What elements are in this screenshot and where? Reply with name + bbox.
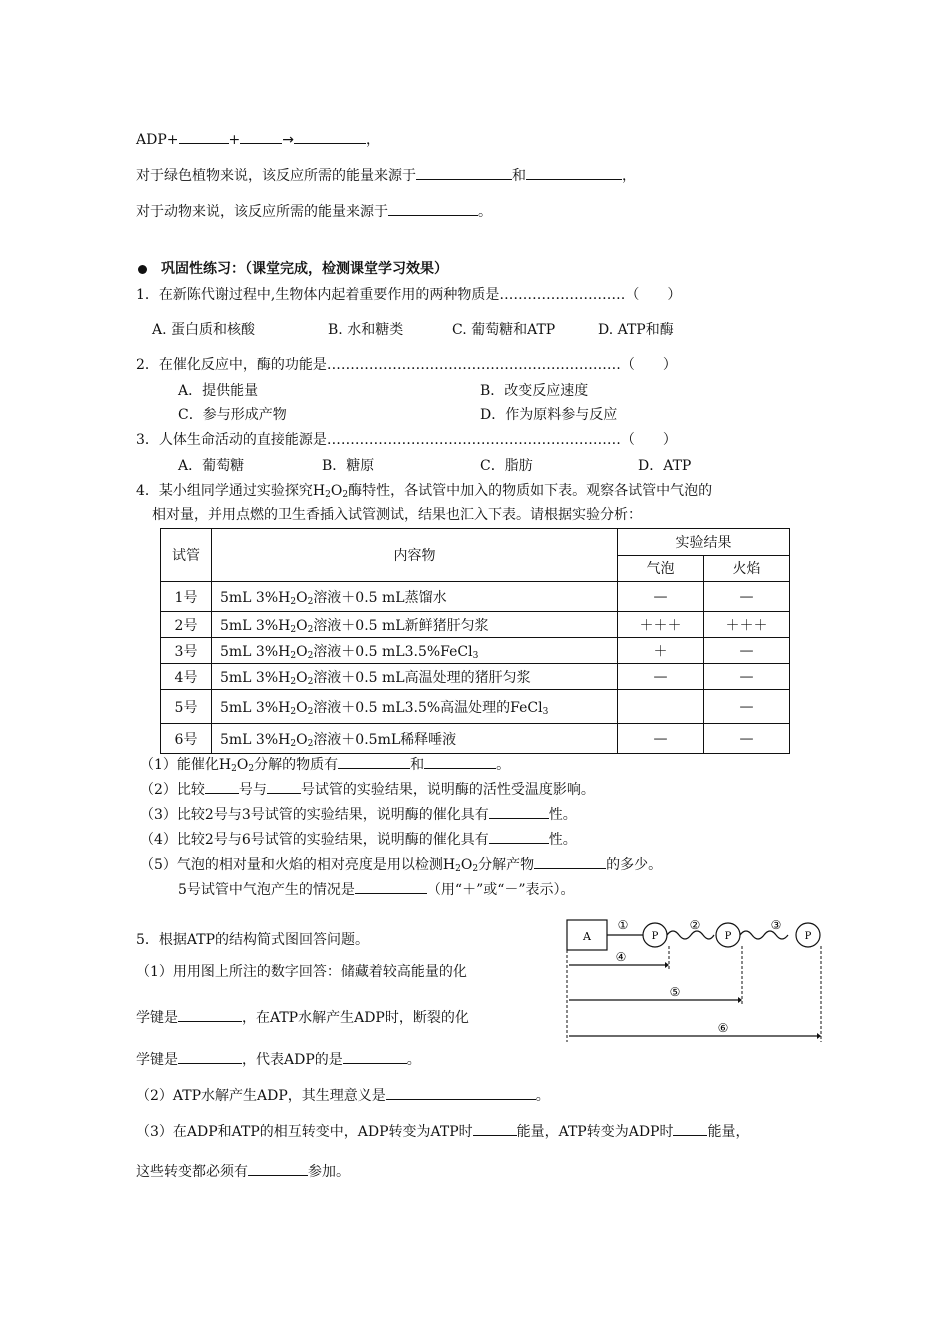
catalyst-blank-2[interactable]	[424, 753, 496, 769]
bond-3-label: ③	[770, 918, 782, 932]
row-bubble: ＋＋＋	[618, 612, 704, 638]
q5-part2: （2）ATP水解产生ADP，其生理意义是 。	[136, 1084, 550, 1106]
row-bubble: —	[618, 724, 704, 754]
span-5-arrowhead	[738, 997, 742, 1003]
bullet-icon	[138, 265, 147, 274]
row-flame: —	[704, 664, 790, 690]
row-tube: 4号	[161, 664, 212, 690]
significance-blank[interactable]	[386, 1084, 536, 1100]
header-flame: 火焰	[704, 555, 790, 582]
row-bubble: —	[618, 664, 704, 690]
q2-option-b[interactable]: B．改变反应速度	[480, 383, 589, 399]
q5-part1-line3: 学键是 ，代表ADP的是 。	[136, 1048, 421, 1070]
plus-sign: +	[228, 132, 241, 148]
q3-option-d[interactable]: D．ATP	[638, 458, 692, 474]
q2-option-a[interactable]: A．提供能量	[178, 383, 259, 399]
q3-option-a[interactable]: A．葡萄糖	[178, 458, 245, 474]
phosphate-3-label: P	[804, 931, 812, 942]
row-tube: 3号	[161, 638, 212, 664]
q1-option-b[interactable]: B. 水和糖类	[328, 322, 404, 338]
product-blank[interactable]	[534, 853, 606, 869]
q5-part3-line2: 这些转变都必须有 参加。	[136, 1160, 350, 1182]
bond-1-label: ①	[617, 918, 629, 932]
broken-bond-blank[interactable]	[178, 1048, 242, 1064]
q1-option-c[interactable]: C. 葡萄糖和ATP	[452, 322, 556, 338]
q4-part1: （1）能催化$H_2O_2$分解的物质有 和 。	[140, 753, 510, 779]
row-content: 5mL $3\%H_2O_2$溶液＋0.5 mL新鲜猪肝匀浆	[212, 612, 618, 638]
q5-part3: （3）在ADP和ATP的相互转变中，ADP转变为ATP时 能量，ATP转变为ADP时 能量，	[136, 1120, 749, 1142]
row-tube: 6号	[161, 724, 212, 754]
q4-stem-line2: 相对量，并用点燃的卫生香插入试管测试，结果也汇入下表。请根据实验分析：	[152, 507, 642, 523]
span-4-label: ④	[615, 950, 627, 964]
row-content: 5mL $3\%H_2O_2$溶液＋0.5 mL蒸馏水	[212, 582, 618, 612]
bond-3-wavy	[740, 931, 788, 939]
header-content: 内容物	[212, 529, 618, 582]
q1-option-a[interactable]: A. 蛋白质和核酸	[152, 322, 256, 338]
blank-1[interactable]	[179, 128, 229, 144]
q2-option-d[interactable]: D．作为原料参与反应	[480, 407, 618, 423]
experiment-table	[160, 528, 790, 754]
animal-source-blank[interactable]	[388, 200, 478, 216]
q4-part2: （2）比较 号与 号试管的实验结果，说明酶的活性受温度影响。	[140, 778, 595, 800]
row-tube: 1号	[161, 582, 212, 612]
adp-span-blank[interactable]	[343, 1048, 407, 1064]
row-content: 5mL $3\%H_2O_2$溶液＋0.5mL稀释唾液	[212, 724, 618, 754]
header-bubble: 气泡	[618, 555, 704, 582]
row-flame: —	[704, 638, 790, 664]
header-tube: 试管	[161, 529, 212, 582]
plant-source-blank-1[interactable]	[416, 164, 512, 180]
row-flame: —	[704, 690, 790, 724]
adenosine-label: A	[583, 930, 591, 943]
table-row	[161, 638, 790, 664]
plant-energy-line: 对于绿色植物来说，该反应所需的能量来源于 和 ，	[136, 164, 636, 186]
plant-source-blank-2[interactable]	[526, 164, 622, 180]
span-6-arrowhead	[817, 1033, 821, 1039]
q4-part5: （5）气泡的相对量和火焰的相对亮度是用以检测$H_2O_2$分解产物 的多少。	[140, 853, 662, 879]
equation-start: ADP+	[136, 132, 179, 148]
row-content: 5mL $3\%H_2O_2$溶液＋0.5 mL3.5%FeCl$_3$	[212, 638, 618, 664]
span-4-arrowhead	[665, 962, 669, 968]
row-flame: —	[704, 724, 790, 754]
comma: ，	[365, 132, 380, 148]
atp-equation-line	[136, 128, 380, 150]
row-content: 5mL $3\%H_2O_2$溶液＋0.5 mL3.5%高温处理的FeCl$_3$	[212, 690, 618, 724]
q4-part5-line2: 5号试管中气泡产生的情况是 （用“＋”或“－”表示）。	[178, 878, 575, 900]
animal-energy-line: 对于动物来说，该反应所需的能量来源于 。	[136, 200, 492, 222]
header-result: 实验结果	[618, 529, 790, 556]
q4-stem-line1: 4．某小组同学通过实验探究$H_2O_2$酶特性，各试管中加入的物质如下表。观察各试管中气泡的	[136, 483, 713, 500]
q5-part1-line2: 学键是 ，在ATP水解产生ADP时，断裂的化	[136, 1006, 469, 1028]
row-flame: ＋＋＋	[704, 612, 790, 638]
energy-blank-2[interactable]	[673, 1120, 707, 1136]
blank-2[interactable]	[240, 128, 282, 144]
blank-3[interactable]	[294, 128, 366, 144]
high-energy-bond-blank[interactable]	[178, 1006, 242, 1022]
catalyst-blank-1[interactable]	[338, 753, 410, 769]
section-heading: 巩固性练习：（课堂完成，检测课堂学习效果）	[138, 259, 448, 279]
bond-2-label: ②	[689, 918, 701, 932]
table-row	[161, 582, 790, 612]
q3-option-c[interactable]: C．脂肪	[480, 458, 533, 474]
table-row	[161, 664, 790, 690]
efficiency-blank[interactable]	[489, 803, 549, 819]
row-bubble[interactable]	[618, 690, 704, 724]
row-content: 5mL $3\%H_2O_2$溶液＋0.5 mL高温处理的猪肝匀浆	[212, 664, 618, 690]
q3-stem: 3．人体生命活动的直接能源是………………………………………………………（ ）	[136, 432, 677, 448]
table-row	[161, 690, 790, 724]
row-flame: —	[704, 582, 790, 612]
table-row	[161, 724, 790, 754]
phosphate-2-label: P	[724, 931, 732, 942]
q5-stem: 5．根据ATP的结构简式图回答问题。	[136, 932, 370, 948]
arrow-icon: →	[282, 132, 294, 148]
row-tube: 2号	[161, 612, 212, 638]
enzyme-blank[interactable]	[248, 1160, 308, 1176]
phosphate-1-label: P	[651, 931, 659, 942]
q4-part4: （4）比较2号与6号试管的实验结果，说明酶的催化具有 性。	[140, 828, 577, 850]
q5-part1-line1: （1）用用图上所注的数字回答：储藏着较高能量的化	[136, 964, 467, 980]
q2-stem: 2．在催化反应中，酶的功能是………………………………………………………（ ）	[136, 357, 677, 373]
span-6-label: ⑥	[717, 1021, 729, 1035]
tube-blank-2[interactable]	[267, 778, 301, 794]
q3-option-b[interactable]: B．糖原	[322, 458, 375, 474]
energy-blank-1[interactable]	[473, 1120, 517, 1136]
row-tube: 5号	[161, 690, 212, 724]
atp-structure-diagram	[565, 918, 830, 1046]
q2-option-c[interactable]: C．参与形成产物	[178, 407, 287, 423]
table-row	[161, 612, 790, 638]
q4-part3: （3）比较2号与3号试管的实验结果，说明酶的催化具有 性。	[140, 803, 577, 825]
tube-blank-1[interactable]	[205, 778, 239, 794]
q1-stem: 1．在新陈代谢过程中,生物体内起着重要作用的两种物质是………………………（ ）	[136, 287, 682, 303]
row-bubble: —	[618, 582, 704, 612]
row-bubble: ＋	[618, 638, 704, 664]
q1-option-d[interactable]: D. ATP和酶	[598, 322, 674, 338]
bubble-blank[interactable]	[355, 878, 427, 894]
span-5-label: ⑤	[669, 985, 681, 999]
table-header-row	[161, 529, 790, 556]
specificity-blank[interactable]	[489, 828, 549, 844]
bond-2-wavy	[667, 931, 714, 939]
